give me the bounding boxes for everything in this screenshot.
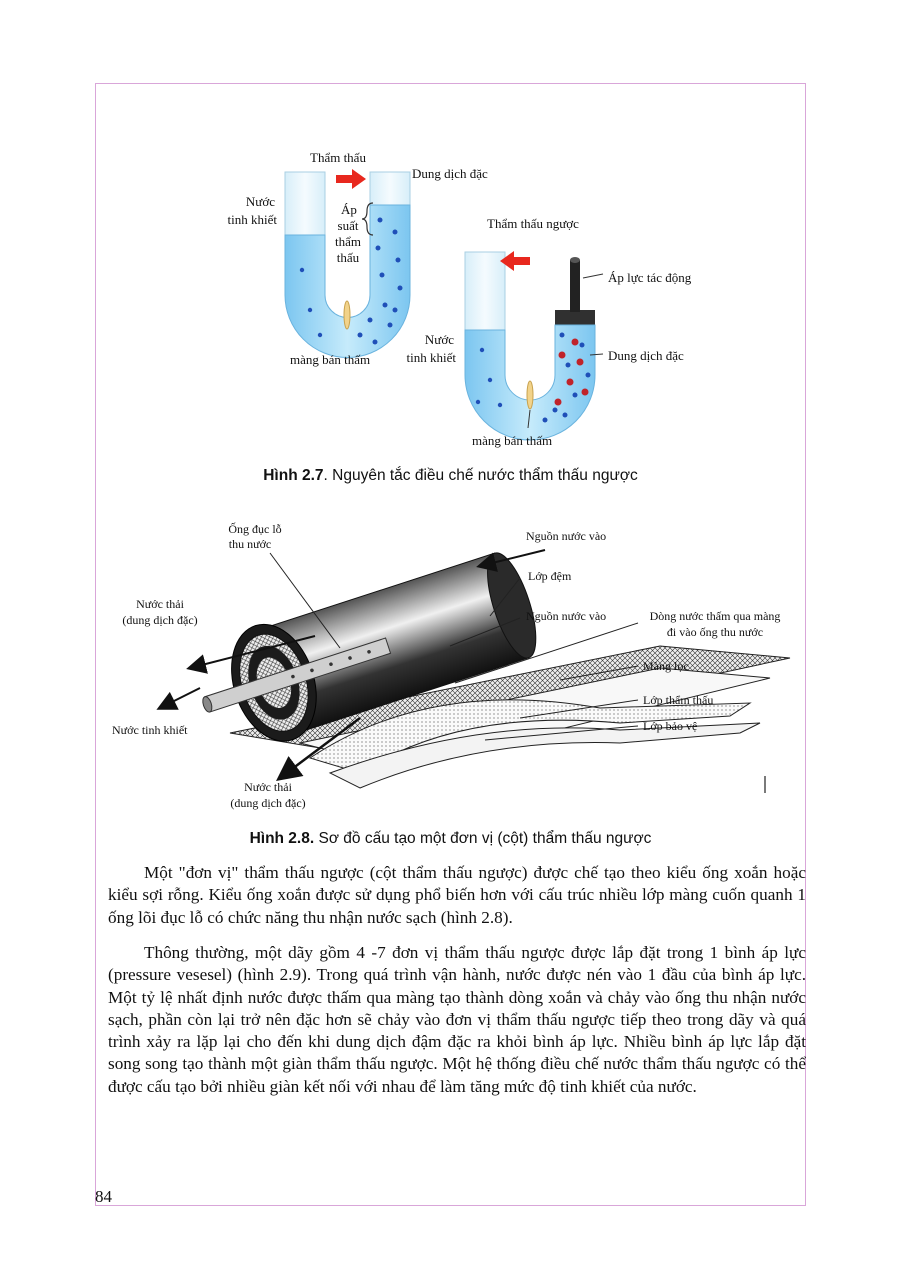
semipermeable-membrane-left bbox=[344, 301, 350, 329]
label-perforated-tube: Ống đục lỗ thu nước bbox=[228, 522, 282, 551]
label-feed-in-mid: Nguồn nước vào bbox=[526, 609, 607, 623]
page-number: 84 bbox=[95, 1187, 112, 1206]
body-paragraph-2: Thông thường, một dãy gồm 4 -7 đơn vị thẩm thấu ngược được lắp đặt trong 1 bình áp lực (pressure vesesel) (hình 2.9). Trong quá trình vận hành, nước được nén vào 1 đầu của bình áp lực. Một tỷ lệ nhất định nước được thấm qua màng tạo thành dòng xoắn và chảy vào ống thu nhận nước sạch, phần còn lại trở nên đặc hơn sẽ chảy vào đơn vị thẩm thấu ngược tiếp theo trong dãy và quá trình xảy ra lặp lại cho đến khi dung dịch đậm đặc ra khỏi bình áp lực. Nhiều bình áp lực lắp đặt song song tạo thành một giàn thẩm thấu ngược. Một hệ thống điều chế nước thẩm thấu ngược có thể được cấu tạo bởi nhiều giàn kết nối với nhau để làm tăng mức độ tinh khiết của nước. bbox=[108, 943, 806, 1096]
figure-2-7-osmosis-diagram bbox=[190, 110, 710, 460]
semipermeable-membrane-right bbox=[527, 381, 533, 409]
osmosis-arrow bbox=[336, 169, 366, 189]
right-u-tube bbox=[465, 251, 603, 440]
label-permeate-layer: Lớp thẩm thấu bbox=[643, 693, 714, 707]
figure-2-7-caption bbox=[95, 467, 806, 485]
pure-water-arrow bbox=[160, 688, 200, 708]
label-protective-layer: Lớp bảo vệ bbox=[643, 719, 698, 733]
label-pure-water-left: Nước tinh khiết bbox=[227, 194, 277, 227]
label-membrane: Màng lọc bbox=[643, 659, 689, 673]
label-osmotic-pressure: Áp suất thẩm thấu bbox=[335, 202, 361, 265]
label-concentrate-right: Dung dịch đặc bbox=[608, 348, 684, 363]
label-waste-bottom: Nước thải (dung dịch đặc) bbox=[230, 780, 306, 810]
label-pure-water-right: Nước tinh khiết bbox=[406, 332, 456, 365]
label-concentrate-left: Dung dịch đặc bbox=[412, 166, 488, 181]
label-membrane-left: màng bán thấm bbox=[290, 352, 371, 367]
label-reverse-osmosis: Thẩm thấu ngược bbox=[487, 216, 579, 231]
figure-2-8-caption bbox=[95, 830, 806, 848]
label-permeate-flow: Dòng nước thấm qua màng đi vào ống thu nước bbox=[649, 609, 781, 639]
caption-number: Hình 2.7 bbox=[263, 467, 324, 484]
label-waste-left: Nước thải (dung dịch đặc) bbox=[122, 597, 198, 627]
figure-2-8-ro-element-diagram bbox=[100, 508, 800, 823]
label-osmosis: Thẩm thấu bbox=[310, 150, 366, 165]
label-pure-water: Nước tinh khiết bbox=[112, 723, 188, 737]
caption-text: Sơ đồ cấu tạo một đơn vị (cột) thẩm thấu ngược bbox=[314, 830, 652, 847]
label-membrane-right: màng bán thấm bbox=[472, 433, 553, 448]
label-feed-in-top: Nguồn nước vào bbox=[526, 529, 607, 543]
body-paragraph-1: Một "đơn vị" thẩm thấu ngược (cột thẩm thấu ngược) được chế tạo theo kiểu ống xoắn hoặc kiểu sợi rỗng. Kiểu ống xoắn được sử dụng phổ biến hơn với cấu trúc nhiều lớp màng cuốn quanh 1 ống lõi đục lỗ có chức năng thu nhận nước sạch (hình 2.8). bbox=[108, 863, 806, 927]
label-spacer: Lớp đệm bbox=[528, 569, 572, 583]
caption-text: . Nguyên tắc điều chế nước thẩm thấu ngược bbox=[323, 467, 638, 484]
label-applied-pressure: Áp lực tác động bbox=[608, 270, 692, 285]
caption-number: Hình 2.8. bbox=[249, 830, 315, 847]
